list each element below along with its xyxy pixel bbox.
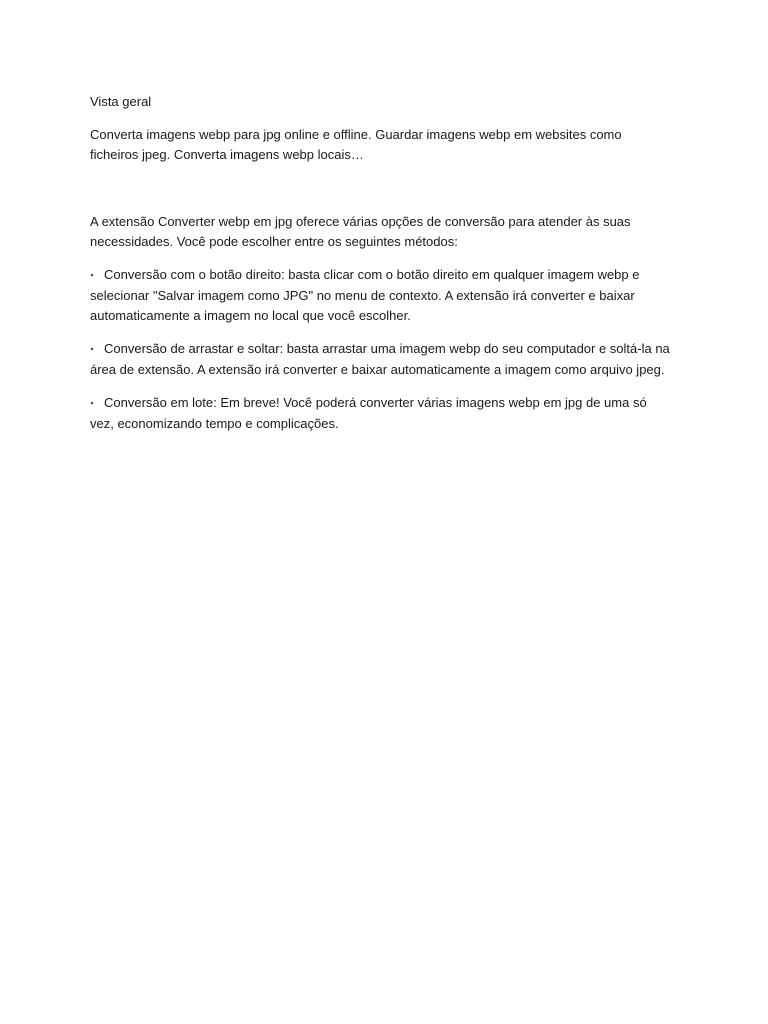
bullet-marker-icon: ‣	[90, 399, 95, 408]
bullet-text: Conversão com o botão direito: basta clicar com o botão direito em qualquer imagem webp e selecionar "Salvar imagem como JPG" no menu de contexto. A extensão irá converter e baixar automaticamente a imagem no local que você escolher.	[90, 267, 640, 323]
bullet-marker-icon: ‣	[90, 345, 95, 354]
summary-paragraph: Converta imagens webp para jpg online e offline. Guardar imagens webp em websites como ficheiros jpeg. Converta imagens webp locais…	[90, 127, 622, 162]
bullet-item-right-click	[90, 265, 670, 326]
bullet-marker-icon: ‣	[90, 271, 95, 280]
document-page	[90, 92, 670, 447]
bullet-item-drag-drop	[90, 339, 670, 380]
bullet-text: Conversão de arrastar e soltar: basta arrastar uma imagem webp do seu computador e soltá-la na área de extensão. A extensão irá converter e baixar automaticamente a imagem como arquivo jpeg.	[90, 341, 670, 377]
section-heading: Vista geral	[90, 94, 152, 109]
bullet-item-batch	[90, 393, 670, 434]
bullet-text: Conversão em lote: Em breve! Você poderá converter várias imagens webp em jpg de uma só vez, economizando tempo e complicações.	[90, 395, 647, 431]
intro-paragraph: A extensão Converter webp em jpg oferece várias opções de conversão para atender às suas necessidades. Você pode escolher entre os seguintes métodos:	[90, 214, 631, 249]
